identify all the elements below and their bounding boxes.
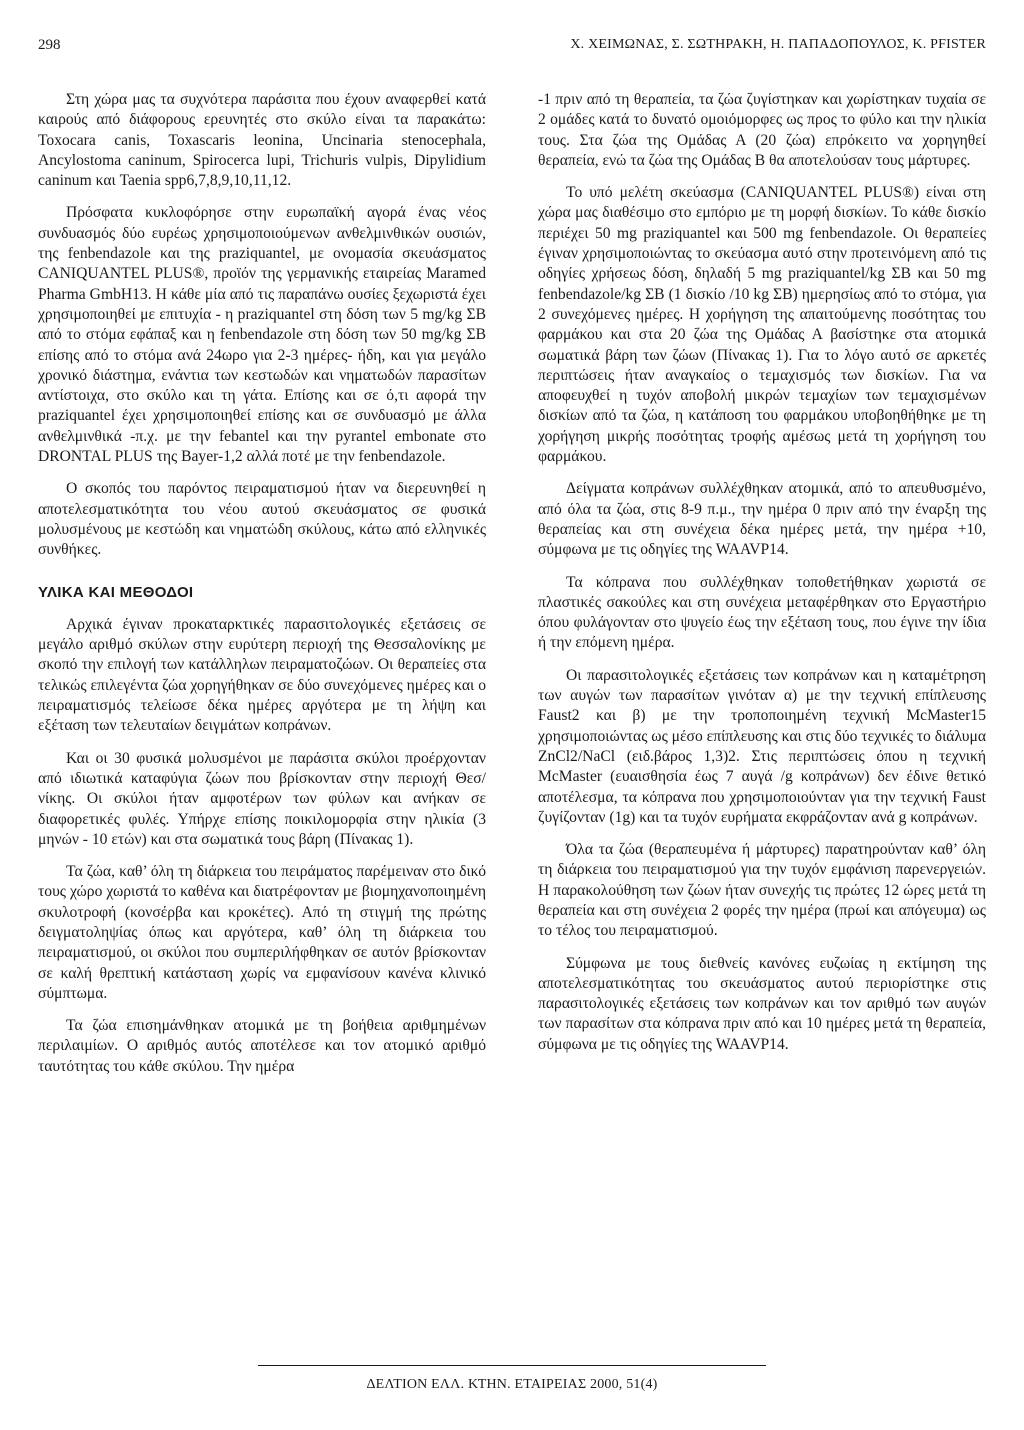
- paragraph: Στη χώρα μας τα συχνότερα παράσιτα που έχουν αναφερθεί κατά καιρούς από διάφορους ερευνητές στο σκύλο είναι τα παρακάτω: Toxocara canis, Toxascaris leonina, Uncinaria stenocephala, Ancylostoma caninum, Spirocerca lupi, Trichuris vulpis, Dipylidium caninum και Taenia spp6,7,8,9,10,11,12.: [38, 91, 486, 190]
- paragraph: Δείγματα κοπράνων συλλέχθηκαν ατομικά, από το απευθυσμένο, από όλα τα ζώα, στις 8-9 π.μ., την ημέρα 0 πριν από την έναρξη της θεραπείας και στη συνέχεια δέκα ημέρες μετά, την ημέρα +10, σύμφωνα με τις οδηγίες της WAAVP14.: [538, 480, 986, 559]
- paragraph: Όλα τα ζώα (θεραπευμένα ή μάρτυρες) παρατηρούνταν καθ’ όλη τη διάρκεια του πειραματισμού για την τυχόν εμφάνιση παρενεργειών. Η παρακολούθηση των ζώων ήταν συνεχής τις πρώτες 12 ώρες μετά τη θεραπεία και στη συνέχεια 2 φορές την ημέρα (πρωί και απόγευμα) ως το τέλος του πειραματισμού.: [538, 841, 986, 940]
- paragraph: Τα κόπρανα που συλλέχθηκαν τοποθετήθηκαν χωριστά σε πλαστικές σακούλες και στη συνέχεια μεταφέρθηκαν στο Εργαστήριο όπου φυλάγονταν στο ψυγείο έως την εξέταση τους, που έγινε την ίδια ή την επόμενη ημέρα.: [538, 573, 986, 652]
- right-column: [538, 90, 986, 1067]
- running-header-authors: Χ. ΧΕΙΜΩΝΑΣ, Σ. ΣΩΤΗΡΑΚΗ, Η. ΠΑΠΑΔΟΠΟΥΛΟΣ, Κ. PFISTER: [570, 37, 986, 52]
- paragraph: Και οι 30 φυσικά μολυσμένοι με παράσιτα σκύλοι προέρχονταν από ιδιωτικά καταφύγια ζώων που βρίσκονταν στην περιοχή Θεσ/νίκης. Οι σκύλοι ήταν αμφοτέρων των φύλων και ανήκαν σε διαφορετικές φυλές. Υπήρχε επίσης ποικιλομορφία στην ηλικία (3 μηνών - 10 ετών) και στα σωματικά τους βάρη (Πίνακας 1).: [38, 749, 486, 848]
- paragraph: Οι παρασιτολογικές εξετάσεις των κοπράνων και η καταμέτρηση των αυγών των παρασίτων γινόταν α) με την τεχνική επίπλευσης Faust2 και β) με την τροποποιημένη τεχνική McMaster15 χρησιμοποιώντας ως μέσο επίπλευσης και στις δύο τεχνικές το διάλυμα ZnCl2/NaCl (ειδ.βάρος 1,3)2. Στις περιπτώσεις όπου η τεχνική McMaster (ευαισθησία έως 7 αυγά /g κοπράνων) δεν έδινε θετικό αποτέλεσμα, τα κόπρανα που χρησιμοποιούνταν για την τεχνική Faust ζυγίζονταν (1g) και τα τυχόν ευρήματα εκφράζονταν ανά g κοπράνων.: [538, 666, 986, 826]
- paragraph: Ο σκοπός του παρόντος πειραματισμού ήταν να διερευνηθεί η αποτελεσματικότητα του νέου αυτού σκευάσματος σε φυσικά μολυσμένους με κεστώδη και νηματώδη σκύλους, κάτω από ελληνικές συνθήκες.: [38, 480, 486, 559]
- journal-footer: ΔΕΛΤΙΟΝ ΕΛΛ. ΚΤΗΝ. ΕΤΑΙΡΕΙΑΣ 2000, 51(4): [366, 1377, 658, 1392]
- paragraph: Τα ζώα επισημάνθηκαν ατομικά με τη βοήθεια αριθμημένων περιλαιμίων. Ο αριθμός αυτός αποτέλεσε και τον ατομικό αριθμό ταυτότητας του κάθε σκύλου. Την ημέρα: [38, 1017, 486, 1075]
- paragraph: -1 πριν από τη θεραπεία, τα ζώα ζυγίστηκαν και χωρίστηκαν τυχαία σε 2 ομάδες κατά το δυνατό ομοιόμορφες ως προς το φύλο και την ηλικία τους. Στα ζώα της Ομάδας Α (20 ζώα) επρόκειτο να χορηγηθεί θεραπεία, ενώ τα ζώα της Ομάδας Β θα αποτελούσαν τους μάρτυρες.: [538, 91, 986, 169]
- paragraph: Σύμφωνα με τους διεθνείς κανόνες ευζωίας η εκτίμηση της αποτελεσματικότητας του σκευάσματος αυτού περιορίστηκε στις παρασιτολογικές εξετάσεις των κοπράνων και τον αριθμό των αυγών των παρασίτων στα κόπρανα πριν από και 10 ημέρες μετά τη θεραπεία, σύμφωνα με τις οδηγίες της WAAVP14.: [538, 954, 986, 1053]
- paragraph: Τα ζώα, καθ’ όλη τη διάρκεια του πειράματος παρέμειναν στο δικό τους χώρο χωριστά το καθένα και διατρέφονταν με βιομηχανοποιημένη σκυλοτροφή (κονσέρβα και κροκέτες). Από τη στιγμή της πρώτης δειγματοληψίας όπως και αργότερα, καθ’ όλη τη διάρκεια του πειραματισμού, οι σκύλοι που συμπεριλήφθηκαν σε αυτόν βρίσκονταν σε καλή θρεπτική κατάσταση χωρίς να εμφανίσουν κανένα κλινικό σύμπτωμα.: [38, 863, 486, 1002]
- paragraph: Πρόσφατα κυκλοφόρησε στην ευρωπαϊκή αγορά ένας νέος συνδυασμός δύο ευρέως χρησιμοποιούμενων ανθελμινθικών ουσιών, της fenbendazole και της praziquantel, με ονομασία σκευάσματος CANIQUANTEL PLUS®, προϊόν της γερμανικής εταιρείας Maramed Pharma GmbH13. Η κάθε μία από τις παραπάνω ουσίες ξεχωριστά έχει χρησιμοποιηθεί με επιτυχία - η praziquantel στη δόση των 5 mg/kg ΣΒ από το στόμα εφάπαξ και η fenbendazole στη δόση των 50 mg/kg ΣΒ επίσης από το στόμα ανά 24ωρο για 2-3 ημέρες- ήδη, και για μεγάλο χρονικό διάστημα, ενάντια των κεστωδών και νηματωδών παρασίτων αντίστοιχα, στο σκύλο και τη γάτα. Επίσης και σε ό,τι αφορά την praziquantel έχει χρησιμοποιηθεί επίσης και σε συνδυασμό με άλλα ανθελμινθικά -π.χ. με την febantel και την pyrantel embonate στο DRONTAL PLUS της Bayer-1,2 αλλά ποτέ με την fenbendazole.: [38, 204, 486, 466]
- footer-divider: [258, 1365, 766, 1366]
- left-column: [38, 90, 486, 1089]
- page-number: 298: [38, 37, 61, 53]
- paragraph: Αρχικά έγιναν προκαταρκτικές παρασιτολογικές εξετάσεις σε μεγάλο αριθμό σκύλων στην ευρύτερη περιοχή της Θεσσαλονίκης με σκοπό την επιλογή των κατάλληλων πειραματοζώων. Οι θεραπείες στα τελικώς επιλεγέντα ζώα χορηγήθηκαν σε δύο συνεχόμενες ημέρες και ο πειραματισμός τελείωσε δέκα ημέρες αργότερα με τη λήψη και εξέταση των τελευταίων δειγμάτων κοπράνων.: [38, 615, 486, 735]
- section-heading: ΥΛΙΚΑ ΚΑΙ ΜΕΘΟΔΟΙ: [38, 583, 194, 601]
- paragraph: Το υπό μελέτη σκεύασμα (CANIQUANTEL PLUS®) είναι στη χώρα μας διαθέσιμο στο εμπόριο με τη μορφή δισκίων. Το κάθε δισκίο περιέχει 50 mg praziquantel και 500 mg fenbendazole. Οι θεραπείες έγιναν χρησιμοποιώντας το σκεύασμα αυτό στην προτεινόμενη από τις οδηγίες χρήσεως δόση, δηλαδή 5 mg praziquantel/kg ΣΒ και 50 mg fenbendazole/kg ΣΒ (1 δισκίο /10 kg ΣΒ) ημερησίως από το στόμα, για 2 συνεχόμενες ημέρες. Η χορήγηση της απαιτούμενης ποσότητας του φαρμάκου και στα 20 ζώα της Ομάδας Α βασίστηκε στα ατομικά σωματικά βάρη των ζώων (Πίνακας 1). Για το λόγο αυτό σε αρκετές περιπτώσεις ήταν αναγκαίος ο τεμαχισμός των δισκίων. Για να αποφευχθεί η τυχόν αποβολή μικρών τεμαχίων των τεμαχισμένων δισκίων από τα ζώα, η κατάποση του φαρμάκου υποβοηθήθηκε με τη χορήγηση μικρής ποσότητας τροφής αμέσως μετά τη χορήγηση του φαρμάκου.: [538, 184, 986, 466]
